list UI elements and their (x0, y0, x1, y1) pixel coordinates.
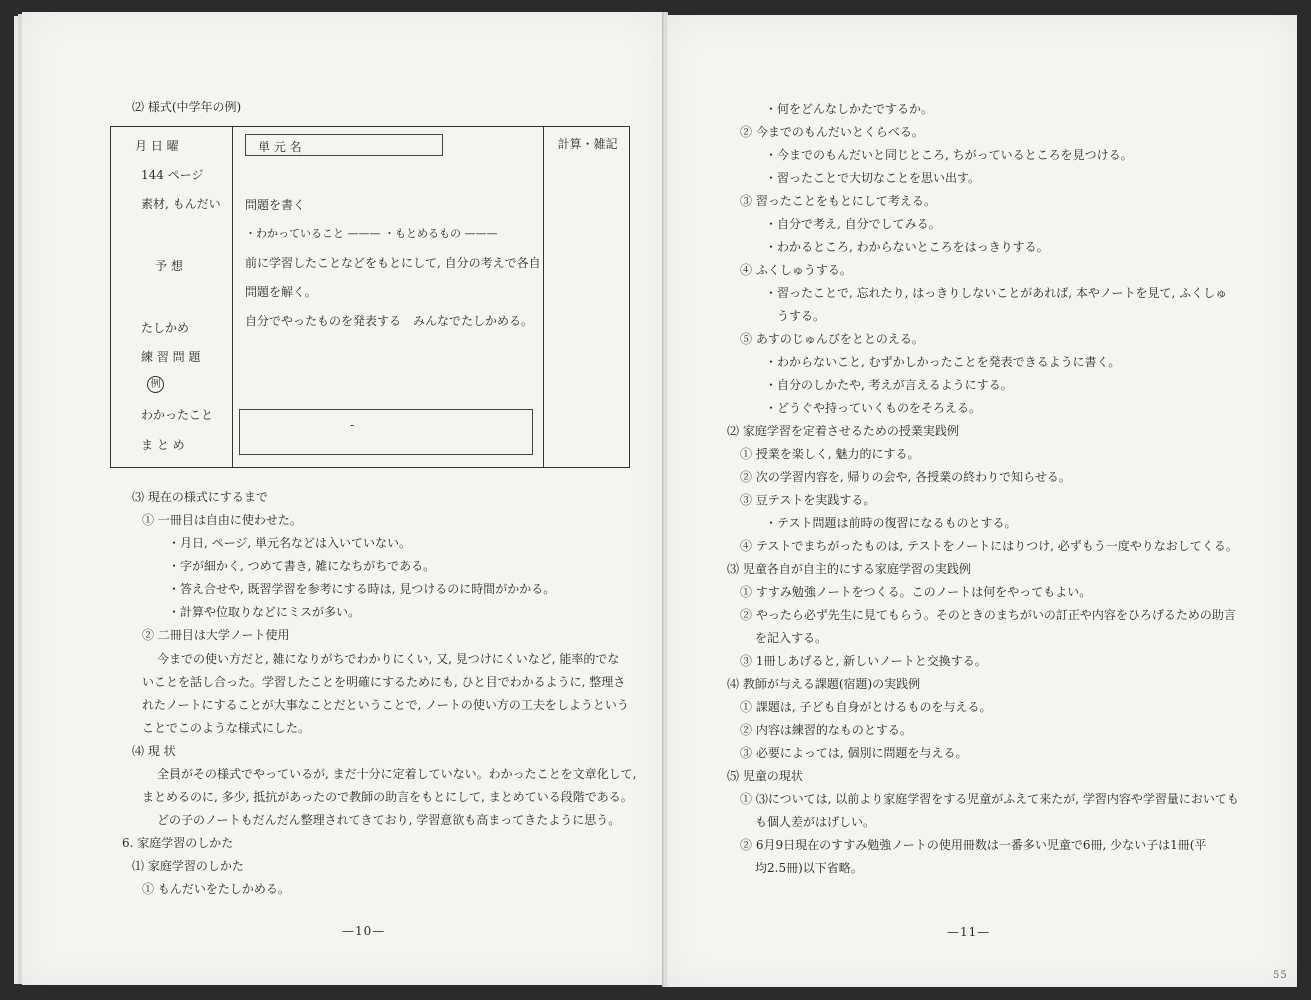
text-line: ⑶ 児童各自が自主的にする家庭学習の実践例 (727, 562, 971, 576)
text-line: ③ 1冊しあげると, 新しいノートと交換する。 (740, 654, 987, 668)
form-label: 素材, もんだい (141, 197, 221, 211)
text-line: ・わからないこと, むずかしかったことを発表できるように書く。 (765, 355, 1121, 369)
form-label: 月 日 曜 (135, 139, 179, 153)
text-line: ② 内容は練習的なものとする。 (740, 723, 912, 737)
form-label: わかったこと (141, 408, 214, 422)
text-line: ① 一冊目は自由に使わせた。 (142, 513, 302, 527)
form-label: 144 ページ (141, 168, 204, 182)
text-line: ⑤ あすのじゅんびをととのえる。 (740, 332, 924, 346)
form-label: ま と め (141, 438, 185, 452)
text-line: ・今までのもんだいと同じところ, ちがっているところを見つける。 (765, 148, 1133, 162)
text-line: ・月日, ページ, 単元名などは入いていない。 (168, 536, 412, 550)
text-line: ② 二冊目は大学ノート使用 (142, 628, 290, 642)
text-line: ④ テストでまちがったものは, テストをノートにはりつけ, 必ずもう一度やりなおしてくる。 (740, 539, 1238, 553)
text-line: ③ 豆テストを実践する。 (740, 493, 876, 507)
form-text: 問題を解く。 (245, 285, 317, 299)
text-line: ・習ったことで, 忘れたり, はっきりしないことがあれば, 本やノートを見て, ふくしゅ (765, 286, 1228, 300)
text-line: ・自分で考え, 自分でしてみる。 (765, 217, 941, 231)
form-text: 前に学習したことなどをもとにして, 自分の考えで各自 (245, 256, 541, 270)
text-line: ・習ったことで大切なことを思い出す。 (765, 171, 981, 185)
text-line: いことを話し合った。学習したことを明確にするためにも, ひと目でわかるように, 整理さ (142, 675, 626, 689)
text-line: ことでこのような様式にした。 (142, 721, 311, 735)
text-line: ・どうぐや持っていくものをそろえる。 (765, 401, 982, 415)
text-line: ・わかるところ, わからないところをはっきりする。 (765, 240, 1049, 254)
text-line: うする。 (777, 309, 826, 323)
example-circle-mark: 例 (147, 376, 164, 393)
page-number: —10— (342, 924, 386, 938)
text-line: 全員がその様式でやっているが, まだ十分に定着していない。わかったことを文章化して, (157, 767, 637, 781)
section-title-format: ⑵ 様式(中学年の例) (132, 100, 242, 114)
unit-name-box (245, 134, 443, 156)
unit-name-label: 単 元 名 (258, 140, 302, 154)
right-page (667, 15, 1297, 987)
text-line: ・テスト問題は前時の復習になるものとする。 (765, 516, 1017, 530)
text-line: ・計算や位取りなどにミスが多い。 (168, 605, 361, 619)
form-text: 問題を書く (245, 198, 306, 212)
text-line: ・自分のしかたや, 考えが言えるようにする。 (765, 378, 1013, 392)
text-line: ⑷ 教師が与える課題(宿題)の実践例 (727, 677, 921, 691)
text-line: ③ 習ったことをもとにして考える。 (740, 194, 936, 208)
text-line: ⑴ 家庭学習のしかた (132, 859, 244, 873)
form-text: 自分でやったものを発表する みんなでたしかめる。 (245, 314, 534, 328)
summary-box-mark: - (350, 418, 355, 432)
text-line: ② 次の学習内容を, 帰りの会や, 各授業の終わりで知らせる。 (740, 470, 1071, 484)
text-line: ⑶ 現在の様式にするまで (132, 490, 268, 504)
text-line: ④ ふくしゅうする。 (740, 263, 852, 277)
form-middle-column (233, 127, 544, 468)
text-line: 均2.5冊)以下省略。 (755, 861, 863, 875)
corner-number: 55 (1273, 970, 1288, 981)
form-label: たしかめ (141, 321, 190, 335)
form-right-column (543, 127, 629, 468)
text-line: ・何をどんなしかたでするか。 (765, 102, 934, 116)
text-line: も個人差がはげしい。 (755, 815, 876, 829)
text-line: ① 授業を楽しく, 魅力的にする。 (740, 447, 920, 461)
text-line: 6. 家庭学習のしかた (122, 836, 234, 850)
text-line: れたノートにすることが大事なことだということで, ノートの使い方の工夫をしようという (142, 698, 629, 712)
left-page (22, 12, 664, 985)
text-line: を記入する。 (755, 631, 828, 645)
text-line: ⑸ 児童の現状 (727, 769, 803, 783)
text-line: ① もんだいをたしかめる。 (142, 882, 290, 896)
form-label: 練 習 問 題 (141, 350, 201, 364)
text-line: まとめるのに, 多少, 抵抗があったので教師の助言をもとにして, まとめている段階である。 (142, 790, 633, 804)
text-line: ① すすみ勉強ノートをつくる。このノートは何をやってもよい。 (740, 585, 1092, 599)
form-text: ・わかっていること ——— ・もとめるもの ——— (245, 227, 498, 240)
text-line: ③ 必要によっては, 個別に問題を与える。 (740, 746, 968, 760)
calculation-notes-label: 計算・雑記 (557, 137, 618, 151)
text-line: ① 課題は, 子ども自身がとけるものを与える。 (740, 700, 992, 714)
text-line: ⑷ 現 状 (132, 744, 176, 758)
page-number: —11— (947, 925, 991, 939)
summary-box (239, 409, 533, 455)
text-line: ・答え合せや, 既習学習を参考にする時は, 見つけるのに時間がかかる。 (168, 582, 556, 596)
notebook-format-table (110, 126, 630, 468)
form-left-column (111, 127, 233, 468)
text-line: ⑵ 家庭学習を定着させるための授業実践例 (727, 424, 959, 438)
form-label: 予 想 (155, 259, 183, 273)
text-line: 今までの使い方だと, 雑になりがちでわかりにくい, 又, 見つけにくいなど, 能率的でな (157, 652, 620, 666)
text-line: ② やったら必ず先生に見てもらう。そのときのまちがいの訂正や内容をひろげるための助言 (740, 608, 1236, 622)
text-line: ① ⑶については, 以前より家庭学習をする児童がふえて来たが, 学習内容や学習量においても (740, 792, 1239, 806)
text-line: ・字が細かく, つめて書き, 雑になちがちである。 (168, 559, 436, 573)
text-line: ② 6月9日現在のすすみ勉強ノートの使用冊数は一番多い児童で6冊, 少ない子は1冊(平 (740, 838, 1207, 852)
text-line: ② 今までのもんだいとくらべる。 (740, 125, 924, 139)
text-line: どの子のノートもだんだん整理されてきており, 学習意欲も高まってきたように思う。 (157, 813, 621, 827)
